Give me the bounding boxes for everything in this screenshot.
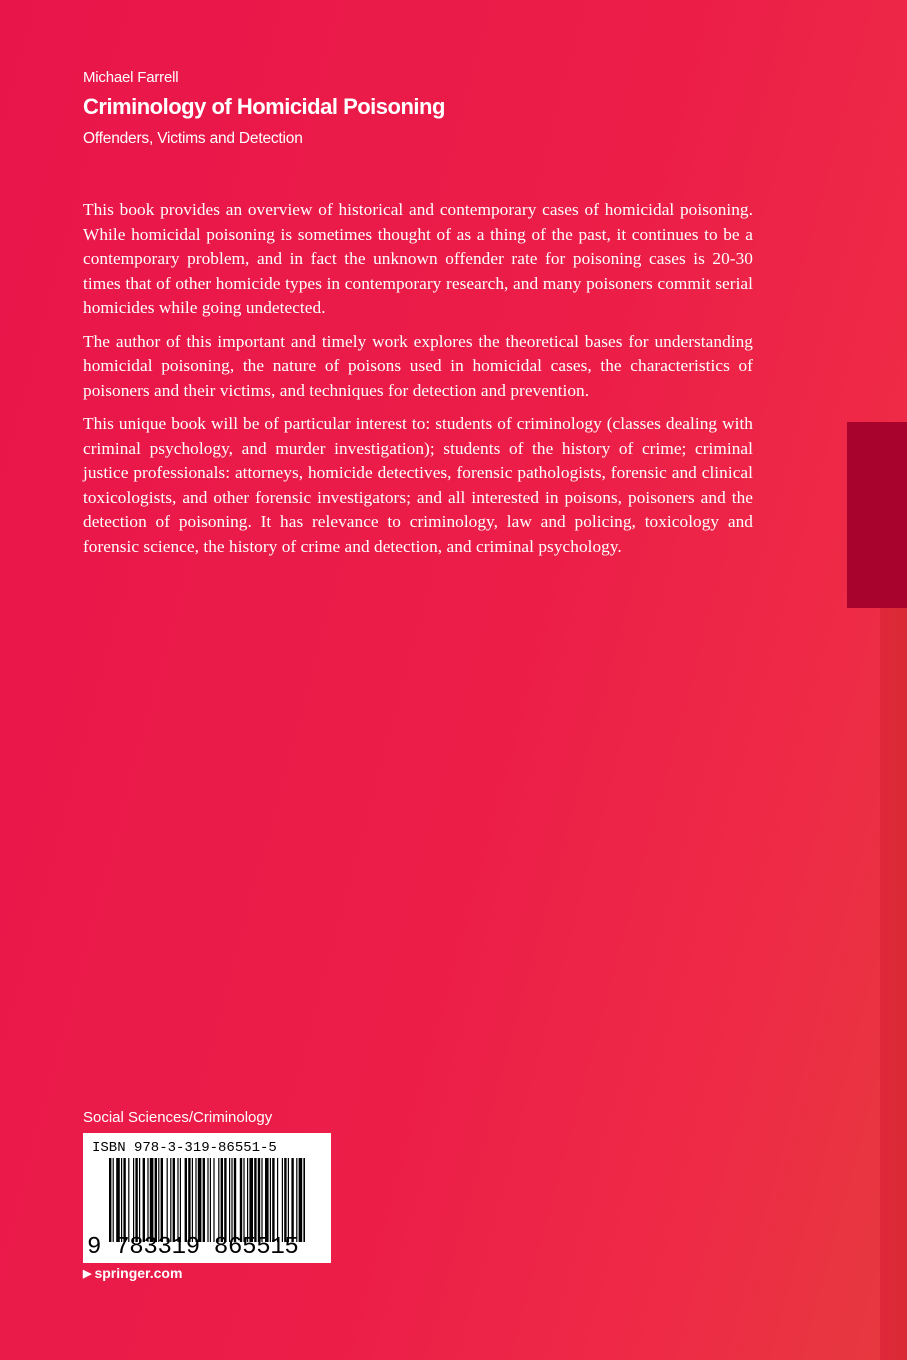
description-paragraph: The author of this important and timely work explores the theoretical bases for understanding homicidal poisoning, the nature of poisons used in homicidal cases, the characteristics of poisoners and their victims, and techniques for detection and prevention. xyxy=(83,331,753,400)
decorative-right-strip xyxy=(880,608,907,1360)
description-paragraph: This unique book will be of particular interest to: students of criminology (classes dealing with criminal psychology, and murder investigation); students of the history of crime; criminal justice professionals: attorneys, homicide detectives, forensic pathologists, forensic and clinical toxicologists, and other forensic investigators; and all interested in poisons, poisoners and the detection of poisoning. It has relevance to criminology, law and policing, toxicology and forensic science, the history of crime and detection, and criminal psychology. xyxy=(83,414,753,556)
description-paragraph: This book provides an overview of historical and contemporary cases of homicidal poisoning. While homicidal poisoning is sometimes thought of as a thing of the past, it continues to be a contemporary problem, and in fact the unknown offender rate for poisoning cases is 20-30 times that of other homicide types in contemporary research, and many poisoners commit serial homicides while going undetected. xyxy=(83,200,753,317)
book-title: Criminology of Homicidal Poisoning xyxy=(83,94,445,119)
publisher-url: springer.com xyxy=(94,1265,183,1281)
barcode-digits: 9 783319 865515 xyxy=(87,1234,299,1261)
publisher-link[interactable] xyxy=(83,1265,182,1281)
isbn-label: ISBN 978-3-319-86551-5 xyxy=(92,1140,277,1156)
decorative-right-tab xyxy=(847,422,907,608)
author-name: Michael Farrell xyxy=(83,69,179,86)
isbn-barcode xyxy=(83,1133,331,1263)
book-subtitle: Offenders, Victims and Detection xyxy=(83,130,303,147)
subject-category: Social Sciences/Criminology xyxy=(83,1109,273,1126)
book-description xyxy=(83,198,753,568)
triangle-right-icon: ▶ xyxy=(83,1268,92,1280)
barcode-bars xyxy=(109,1158,305,1242)
